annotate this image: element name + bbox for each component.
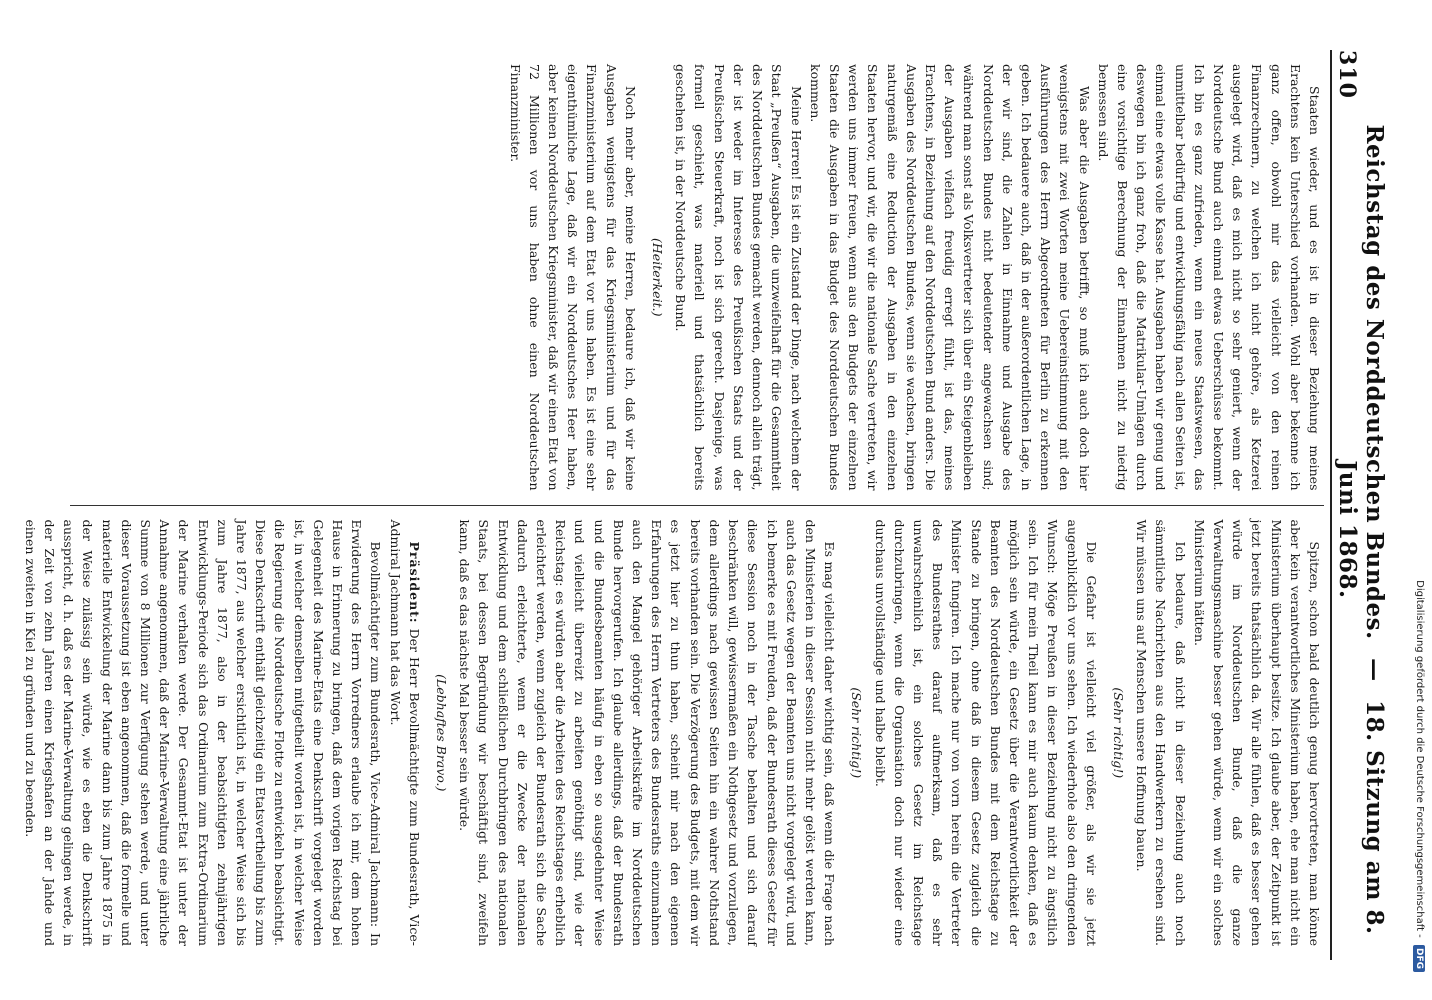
page-header bbox=[1334, 50, 1388, 960]
text-columns bbox=[22, 50, 1324, 960]
paragraph: Staaten wieder, und es ist in dieser Beziehung meines Erachtens kein Unterschied vorhanden. Wohl aber bekenne ich ganz offen, obwohl mir das vielleicht von den reinen Finanzrechnern, zu welchen ich nicht gehöre, als Ketzerei ausgelegt wird, daß es mich nicht so sehr geniert, wenn der Norddeutsche Bund auch einmal etwas Ueberschüsse bekommt. Ich bin es ganz zufrieden, wenn ein neues Staatswesen, das unmittelbar bedürftig und entwicklungsfähig nach allen Seiten ist, einmal eine etwas volle Kasse hat. Ausgaben haben wir genug und deswegen bin ich ganz froh, daß die Matrikular-Umlagen durch eine vorsichtige Berechnung der Einnahmen nicht zu niedrig bemessen sind. bbox=[1095, 64, 1322, 491]
watermark-text: Digitalisierung gefördert durch die Deutsche Forschungsgemeinschaft - bbox=[1414, 580, 1425, 938]
running-title-left: Reichstag des Norddeutschen Bundes. bbox=[1361, 124, 1388, 640]
stage-note: (Sehr richtig!) bbox=[1110, 687, 1126, 779]
dfg-watermark bbox=[1410, 0, 1428, 1000]
paragraph: Es mag vielleicht daher wichtig sein, daß wenn die Frage nach den Ministerien in dieser Session nicht mehr gelöst werden kann, auch das Gesetz wegen der Beamten uns nicht vorgelegt wird, und ich bemerke es mit Freuden, daß der Bundesrath dieses Gesetz für diese Session noch in der Tasche behalten und sich darauf beschränken will, gewissermaßen ein Nothgesetz und vorzulegen, dem allerdings nach gewissen Seiten hin ein wahrer Nothstand bereits vorhanden sein. Die Verzögerung des Budgets, mit dem wir es jetzt hier zu thun haben, scheint mir nach den eigenen Erfahrungen des Herrn Vertreters des Bundesraths einzumahnen auch den Mangel gehöriger Arbeitskräfte im Norddeutschen Bunde hervorgerufen. Ich glaube allerdings, daß der Bundesrath und die Bundesbeamten häufig in eben so ausgedehnter Weise und vielleicht überreizt zu arbeiten genöthigt sind, wie der Reichstag: es würden aber die Arbeiten des Reichstages erheblich erleichtert werden, wenn zugleich der Bundesrath sich die Sache dadurch erleichterte, wenn er die Zwecke der nationalen Entwicklung und dem schließlichen Durchbringen des nationalen Staats, bei dessen Begründung wir beschäftigt sind, zweifeln kann, daß es das nächste Mal besser sein würde. bbox=[457, 519, 838, 946]
stage-note: (Lebhaftes Bravo.) bbox=[434, 674, 450, 792]
paragraph: Spitzen, schon bald deutlich genug hervortreten, man könne aber kein verantwortliches Ministerium haben, ehe man nicht ein Ministerium überhaupt besitze. Ich glaube aber, der Zeitpunkt ist jetzt bereits thatsächlich da. Wir alle fühlen, daß es besser gehen würde im Norddeutschen Bunde, daß die ganze Verwaltungsmaschine besser gehen würde, wenn wir ein solches Ministerium hätten. bbox=[1191, 519, 1322, 946]
header-rule bbox=[1330, 50, 1332, 960]
paragraph: Ich bedaure, daß nicht in dieser Beziehung auch noch sämmtliche Nachrichten aus den Handwerkern zu ersehen sind. Wir müssen uns auf Menschen unsere Hoffnung bauen. bbox=[1134, 519, 1188, 946]
running-title-separator: — bbox=[1361, 658, 1388, 682]
column-right bbox=[22, 506, 1324, 961]
stage-note: (Sehr richtig!) bbox=[849, 687, 865, 779]
paragraph: Die Gefahr ist vielleicht viel größer, als wir sie jetzt augenblicklich vor uns sehen. Ich wiederhole also den dringenden Wunsch: Möge Preußen in dieser Beziehung nicht zu ängstlich sein. Ich für mein Theil kann es mir auch kaum denken, daß es möglich sein würde, ein Gesetz über die Verantwortlichkeit der Beamten des Norddeutschen Bundes mit dem Reichstage zu Stande zu bringen, ohne daß in diesem Gesetz zugleich die Minister fungiren. Ich mache nur von vorn herein die Vertreter des Bundesrathes darauf aufmerksam, daß es sehr unwahrscheinlich ist, ein solches Gesetz im Reichstage durchzubringen, wenn die Organisation doch nur wieder eine durchaus unvollständige und halbe bleibt. bbox=[872, 519, 1099, 946]
column-left bbox=[70, 50, 1324, 505]
dfg-watermark-strip bbox=[1410, 0, 1428, 1000]
dfg-logo: DFG bbox=[1413, 945, 1425, 972]
speaker-name: Präsident: bbox=[406, 541, 422, 624]
paragraph: Meine Herren! Es ist ein Zustand der Dinge, nach welchem der Staat „Preußen“ Ausgaben, die unzweifelhaft für die Gesammtheit des Norddeutschen Bundes gemacht werden, dennoch allein trägt, der ist weder im Interesse des Preußischen Staats und der Preußischen Steuerkraft, noch ist sich gerecht. Dasjenige, was formell geschieht, was materiell und thatsächlich bereits geschehen ist, in der Norddeutsche Bund. bbox=[673, 64, 804, 491]
page-number: 310 bbox=[1334, 50, 1360, 99]
paragraph: Noch mehr aber, meine Herren, bedaure ich, daß wir keine Ausgaben wenigstens für das Kriegsministerium und für das Finanzministerium auf dem Etat vor uns haben. Es ist eine sehr eigenthümliche Lage, daß wir ein Norddeutsches Heer haben, aber keinen Norddeutschen Kriegsminister, daß wir einen Etat von 72 Millionen vor uns haben ohne einen Norddeutschen Finanzminister. bbox=[507, 64, 638, 491]
speaker-paragraph bbox=[385, 520, 423, 947]
stage-note: (Heiterkeit.) bbox=[650, 238, 666, 317]
paragraph: Bevollmächtigter zum Bundesrath, Vice-Admiral Jachmann: In Erwiderung des Herrn Vorredners erlaube ich mir, dem hohen Hause in Erinnerung zu bringen, daß dem vorigen Reichstag bei Gelegenheit des Marine-Etats eine Denkschrift vorgelegt worden ist, in welcher demselben mitgetheilt worden ist, in welcher Weise die Regierung die Norddeutsche Flotte zu entwickeln beabsichtigt. Diese Denkschrift enthält gleichzeitig ein Etatsvertheilung bis zum Jahre 1877, aus welcher ersichtlich ist, in welcher Weise sich bis zum Jahre 1877, also in der beabsichtigten zehnjährigen Entwicklungs-Periode sich das Ordinarium zum Extra-Ordinarium der Marine verhalten werde. Der Gesammt-Etat ist unter der Annahme angenommen, daß der Marine-Verwaltung eine jährliche Summe von 8 Millionen zur Verfügung stehen werde, und unter dieser Voraussetzung ist eben angenommen, daß die formelle und materielle Entwickelung der Marine dann bis zum Jahre 1875 in der Weise zulässig sein würde, wie es eben die Denkschrift ausspricht, d. h. daß es der Marine-Verwaltung gelingen werde, in der Zeit von zehn Jahren einen Kriegshafen an der Jahde und einen zweiten in Kiel zu gründen und zu beenden. bbox=[22, 519, 384, 946]
speaker-text: Der Herr Bevollmächtigte zum Bundesrath, Vice-Admiral Jachmann hat das Wort. bbox=[387, 519, 422, 946]
paragraph: Was aber die Ausgaben betrifft, so muß ich auch doch hier wenigstens mit zwei Worten meine Uebereinstimmung mit den Ausführungen des Herrn Abgeordneten für Berlin zu erkennen geben. Ich bedauere auch, daß in der außerordentlichen Lage, in der wir sind, die Zahlen in Einnahme und Ausgabe des Norddeutschen Bundes nicht bedeutender angewachsen sind; während man sonst als Volksvertreter sich über ein Steigenbleiben der Ausgaben vielfach freudig erregt fühlt, ist das, meines Erachtens, in Beziehung auf den Norddeutschen Bund anders. Die Ausgaben des Norddeutschen Bundes, wenn sie wachsen, bringen naturgemäß eine Reduction der Ausgaben in den einzelnen Staaten hervor, und wir, die wir die nationale Sache vertreten, wir werden uns immer freuen, wenn aus den Budgets der einzelnen Staaten die Ausgaben in das Budget des Norddeutschen Bundes kommen. bbox=[807, 64, 1092, 491]
running-title bbox=[1334, 99, 1388, 960]
running-title-right: 18. Sitzung am 8. Juni 1868. bbox=[1334, 460, 1388, 935]
